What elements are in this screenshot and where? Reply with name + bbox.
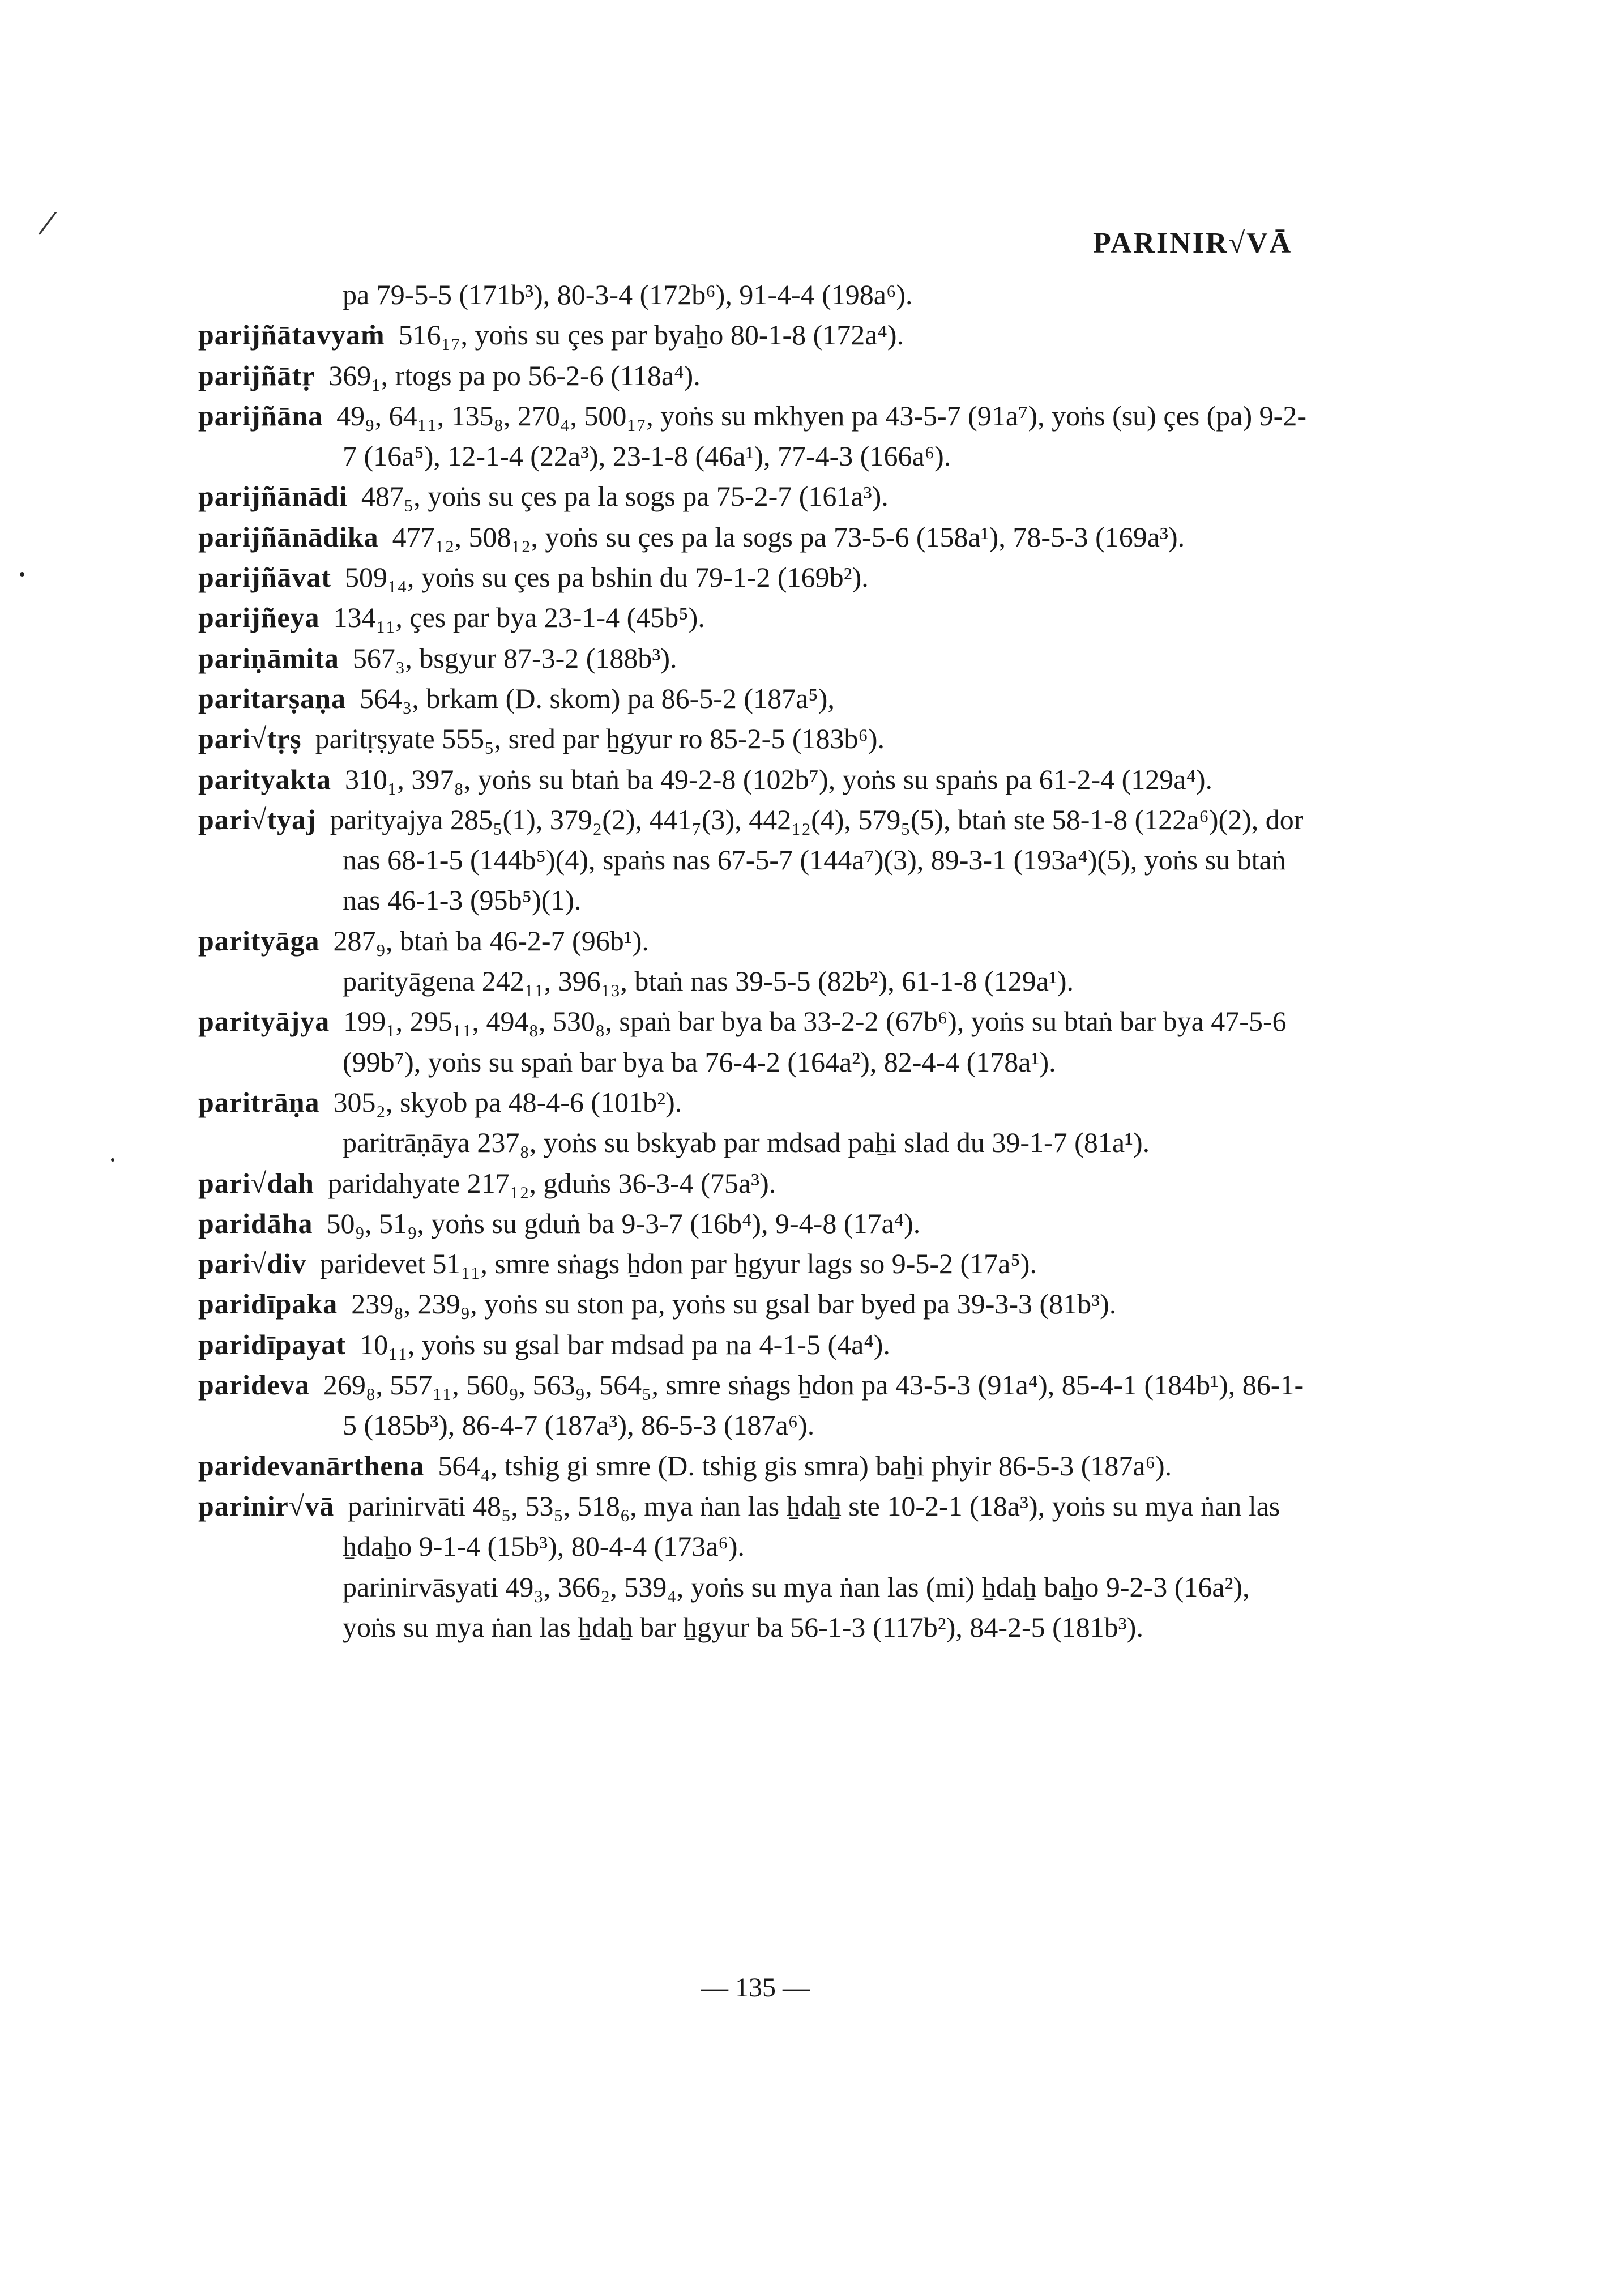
entry-text: 239₈, 239₉, yoṅs su ston pa, yoṅs su gsal bar byed pa 39-3-3 (81b³). (351, 1288, 1117, 1320)
entry-headword: paridīpaka (198, 1288, 338, 1320)
entry-text: parityajya 285₅(1), 379₂(2), 441₇(3), 442₁₂(4), 579₅(5), btaṅ ste 58-1-8 (122a⁶)(2), dor nas 68-1-5 (144b⁵)(4), spaṅs nas 67-5-7 (144a⁷)(3), 89-3-1 (193a⁴)(5), yoṅs su btaṅ nas 46-1-3 (95b⁵)(1). (330, 803, 1304, 916)
entry-headword: parijñāna (198, 399, 323, 432)
entry-headword: parijñānādika (198, 520, 379, 553)
entry-headword: paridevanārthena (198, 1449, 425, 1482)
dictionary-entry (198, 1567, 1308, 1648)
entry-text: pa 79-5-5 (171b³), 80-3-4 (172b⁶), 91-4-4 (198a⁶). (343, 279, 913, 310)
dictionary-entry (198, 1325, 1308, 1365)
dictionary-entry (198, 396, 1308, 477)
margin-dot (20, 572, 24, 577)
page-number: — 135 — (701, 1973, 810, 2003)
entry-text: paridevet 51₁₁, smre sṅags ẖdon par ẖgyur lags so 9-5-2 (17a⁵). (320, 1248, 1037, 1280)
entry-text: 564₃, brkam (D. skom) pa 86-5-2 (187a⁵), (360, 682, 835, 714)
entry-text: 269₈, 557₁₁, 560₉, 563₉, 564₅, smre sṅags ẖdon pa 43-5-3 (91a⁴), 85-4-1 (184b¹), 86-1-5 (185b³), 86-4-7 (187a³), 86-5-3 (187a⁶). (323, 1369, 1304, 1441)
entry-headword: paridīpayat (198, 1328, 347, 1360)
dictionary-entry (198, 476, 1308, 517)
entry-headword: parityājya (198, 1005, 330, 1038)
dictionary-entry (198, 678, 1308, 719)
stray-pen-mark: / (35, 200, 60, 246)
entry-headword: parijñāvat (198, 561, 331, 594)
dictionary-entry (198, 557, 1308, 598)
running-head: PARINIR√VĀ (1093, 227, 1293, 259)
entry-headword: paritrāṇa (198, 1086, 320, 1118)
entry-headword: parijñeya (198, 601, 320, 634)
entry-headword: pari√div (198, 1248, 307, 1280)
dictionary-entry (198, 1204, 1308, 1244)
entry-text: parityāgena 242₁₁, 396₁₃, btaṅ nas 39-5-5 (82b²), 61-1-8 (129a¹). (343, 965, 1074, 997)
dictionary-entry (198, 638, 1308, 678)
entry-headword: parityāga (198, 924, 320, 957)
dictionary-entry (198, 1082, 1308, 1123)
entry-text: 49₉, 64₁₁, 135₈, 270₄, 500₁₇, yoṅs su mkhyen pa 43-5-7 (91a⁷), yoṅs (su) çes (pa) 9-2-7 (16a⁵), 12-1-4 (22a³), 23-1-8 (46a¹), 77-4-3 (166a⁶). (336, 399, 1306, 472)
dictionary-entry (198, 1284, 1308, 1324)
entry-text: 516₁₇, yoṅs su çes par byaẖo 80-1-8 (172a⁴). (398, 319, 904, 351)
dictionary-entry (198, 275, 1308, 315)
dictionary-entry (198, 719, 1308, 759)
dictionary-entry (198, 1365, 1308, 1446)
entry-text: paridahyate 217₁₂, gduṅs 36-3-4 (75a³). (327, 1167, 776, 1199)
entry-headword: paritarṣaṇa (198, 682, 346, 714)
dictionary-entry (198, 800, 1308, 921)
entry-text: 509₁₄, yoṅs su çes pa bshin du 79-1-2 (169b²). (345, 561, 869, 594)
entry-text: 10₁₁, yoṅs su gsal bar mdsad pa na 4-1-5 (4a⁴). (360, 1328, 890, 1360)
dictionary-entries (198, 275, 1308, 1648)
entry-headword: parinir√vā (198, 1490, 335, 1522)
entry-headword: parityakta (198, 763, 331, 795)
dictionary-entry (198, 1001, 1308, 1082)
entry-text: paritrāṇāya 237₈, yoṅs su bskyab par mdsad paẖi slad du 39-1-7 (81a¹). (343, 1126, 1150, 1159)
dictionary-entry (198, 1123, 1308, 1163)
entry-text: 369₁, rtogs pa po 56-2-6 (118a⁴). (328, 359, 701, 391)
entry-headword: pari√tṛṣ (198, 723, 302, 755)
entry-text: 487₅, yoṅs su çes pa la sogs pa 75-2-7 (161a³). (361, 480, 889, 513)
entry-text: 564₄, tshig gi smre (D. tshig gis smra) baẖi phyir 86-5-3 (187a⁶). (438, 1449, 1172, 1482)
entry-text: parinirvāsyati 49₃, 366₂, 539₄, yoṅs su mya ṅan las (mi) ẖdaẖ baẖo 9-2-3 (16a²), yoṅs su mya ṅan las ẖdaẖ bar ẖgyur ba 56-1-3 (117b²), 84-2-5 (181b³). (343, 1571, 1250, 1643)
dictionary-entry (198, 1446, 1308, 1486)
dictionary-entry (198, 1244, 1308, 1284)
entry-headword: parijñātṛ (198, 359, 315, 391)
entry-text: parinirvāti 48₅, 53₅, 518₆, mya ṅan las ẖdaẖ ste 10-2-1 (18a³), yoṅs su mya ṅan las ẖdaẖo 9-1-4 (15b³), 80-4-4 (173a⁶). (343, 1490, 1280, 1563)
dictionary-entry (198, 315, 1308, 355)
dictionary-entry (198, 1163, 1308, 1204)
dictionary-entry (198, 356, 1308, 396)
entry-headword: parijñātavyaṁ (198, 319, 385, 351)
dictionary-entry (198, 1486, 1308, 1567)
entry-text: 567₃, bsgyur 87-3-2 (188b³). (352, 642, 677, 674)
entry-text: 287₉, btaṅ ba 46-2-7 (96b¹). (333, 924, 649, 957)
entry-text: 134₁₁, çes par bya 23-1-4 (45b⁵). (333, 601, 705, 634)
entry-headword: parijñānādi (198, 480, 348, 513)
entry-text: 477₁₂, 508₁₂, yoṅs su çes pa la sogs pa 73-5-6 (158a¹), 78-5-3 (169a³). (392, 520, 1185, 553)
dictionary-entry (198, 961, 1308, 1001)
entry-text: 199₁, 295₁₁, 494₈, 530₈, spaṅ bar bya ba 33-2-2 (67b⁶), yoṅs su btaṅ bar bya 47-5-6 (99b⁷), yoṅs su spaṅ bar bya ba 76-4-2 (164a²), 82-4-4 (178a¹). (343, 1005, 1287, 1078)
entry-headword: pariṇāmita (198, 642, 339, 674)
entry-headword: parideva (198, 1369, 310, 1401)
dictionary-entry (198, 517, 1308, 557)
dictionary-entry (198, 759, 1308, 800)
entry-headword: pari√dah (198, 1167, 314, 1199)
entry-headword: pari√tyaj (198, 803, 317, 835)
entry-text: 310₁, 397₈, yoṅs su btaṅ ba 49-2-8 (102b⁷), yoṅs su spaṅs pa 61-2-4 (129a⁴). (345, 763, 1213, 795)
dictionary-entry (198, 921, 1308, 961)
entry-text: 305₂, skyob pa 48-4-6 (101b²). (333, 1086, 682, 1118)
dictionary-entry (198, 598, 1308, 638)
entry-text: 50₉, 51₉, yoṅs su gduṅ ba 9-3-7 (16b⁴), 9-4-8 (17a⁴). (326, 1207, 921, 1239)
margin-dot (111, 1158, 114, 1162)
entry-text: paritṛṣyate 555₅, sred par ẖgyur ro 85-2-5 (183b⁶). (315, 723, 885, 755)
entry-headword: paridāha (198, 1207, 313, 1239)
